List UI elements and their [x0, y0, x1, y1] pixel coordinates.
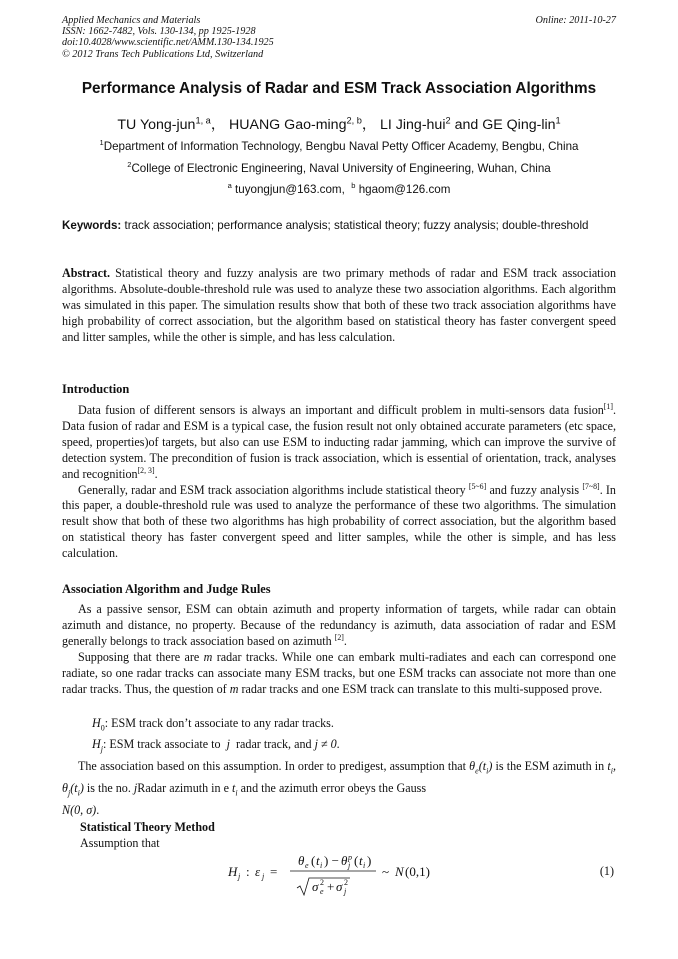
author-name: TU Yong-jun: [117, 117, 196, 133]
keywords: [62, 218, 616, 234]
svg-text:σ: σ: [336, 879, 343, 894]
email-link[interactable]: hgaom@126.com: [358, 183, 451, 196]
author-sep: and: [450, 117, 483, 133]
publication-metadata: [62, 15, 616, 60]
issn-line: ISSN: 1662-7482, Vols. 130-134, pp 1925-1928: [62, 26, 256, 38]
svg-text:i: i: [320, 861, 323, 870]
author-name: GE Qing-lin: [482, 117, 556, 133]
svg-text:e: e: [320, 887, 324, 896]
author-list: [30, 114, 648, 134]
abstract-label: Abstract.: [62, 266, 111, 280]
math-sub: j: [100, 744, 103, 754]
text-run: . Data fusion of radar and ESM is a typical case, the fusion result not only obtained accurate parameters (etc space, speed, properties)of targets, but also can use ESM to inducting radar jamming, which can improve the survive of detection system. The precondition of fusion is track association, which is essential of orientation, track, analyses and recognition: [62, 403, 616, 481]
equation-number: (1): [599, 864, 614, 878]
paragraph: [62, 650, 616, 698]
text-run: radar tracks and one ESM track can translate to this multi-supposed prove.: [241, 681, 603, 696]
association-body: [62, 602, 616, 697]
author-sup: 2: [445, 115, 451, 126]
paper-title: Performance Analysis of Radar and ESM Track Association Algorithms: [81, 80, 597, 97]
author-sep: ，: [361, 117, 377, 133]
email-line: [30, 183, 648, 196]
keywords-label: Keywords:: [62, 219, 122, 232]
svg-text:~: ~: [382, 864, 390, 879]
author-sup: 1: [555, 115, 561, 126]
text-run: .: [96, 803, 100, 817]
text-run: The association based on this assumption. In order to predigest, assumption that: [78, 759, 467, 773]
text-run: .: [336, 737, 340, 751]
svg-text:p: p: [348, 853, 352, 862]
hypothesis-h0: [92, 716, 334, 732]
affiliation-2: [30, 162, 648, 175]
paragraph: [62, 403, 616, 483]
affiliation-text: Department of Information Technology, Bengbu Naval Petty Officer Academy, Bengbu, China: [103, 140, 579, 153]
affiliation-text: College of Electronic Engineering, Naval University of Engineering, Wuhan, China: [131, 162, 551, 175]
math-sub: 0: [100, 723, 105, 733]
text-run: : ESM track don’t associate to any radar tracks.: [104, 716, 334, 730]
hypothesis-hj: [92, 737, 340, 753]
eq-numerator: θ: [298, 853, 305, 868]
svg-text:i: i: [363, 861, 366, 870]
text-run: Supposing that there are: [78, 649, 200, 664]
svg-text:(0,1): (0,1): [405, 864, 430, 879]
math-j: j: [133, 781, 138, 795]
math-h0: H: [92, 716, 101, 730]
svg-text:2: 2: [344, 878, 348, 887]
author-name: HUANG Gao-ming: [228, 117, 347, 133]
association-heading: Association Algorithm and Judge Rules: [62, 582, 271, 596]
paragraph: [62, 483, 616, 563]
math-m: m: [229, 681, 239, 696]
text-run: is the no.: [86, 781, 131, 795]
math-m: m: [203, 649, 213, 664]
abstract-text: Statistical theory and fuzzy analysis are two primary methods of radar and ESM track association algorithms. Absolute-double-threshold rule was used to analyze these two association algorithms. Each algorithm was simulated in this paper. The simulation results show that both of these two track association algorithms have high probability of correct association, but the algorithm based on statistical theory has faster convergent speed and litter samples, while the other is simple, and has less calculation.: [62, 266, 616, 344]
abstract: [62, 266, 616, 346]
citation: [2, 3]: [137, 465, 155, 475]
journal-name: Applied Mechanics and Materials: [62, 15, 201, 26]
text-run: : ESM track associate to: [102, 737, 221, 751]
paragraph: [62, 602, 616, 650]
svg-text:θ: θ: [341, 853, 348, 868]
email-link[interactable]: tuyongjun@163.com,: [235, 183, 345, 196]
svg-text:t: t: [359, 853, 363, 868]
author-sup: 1, a: [195, 115, 211, 126]
text-run: .: [154, 466, 158, 481]
affiliation-sup: 2: [127, 160, 132, 170]
svg-text:e: e: [305, 861, 309, 870]
introduction-body: [62, 403, 616, 562]
svg-text:ε: ε: [255, 864, 261, 879]
author-sup: 2, b: [346, 115, 362, 126]
doi-line: doi:10.4028/www.scientific.net/AMM.130-134.1925: [62, 37, 274, 49]
copyright-line: © 2012 Trans Tech Publications Ltd, Switzerland: [62, 48, 264, 60]
introduction-heading: Introduction: [62, 382, 130, 396]
math-theta-e: $\theta_e(t_i)$: [469, 759, 493, 776]
svg-text::: :: [246, 864, 250, 879]
math-condition: j ≠ 0: [314, 737, 337, 751]
assumption-label: Assumption that: [80, 836, 160, 850]
math-ti: $t_i$: [232, 781, 238, 798]
svg-text:+: +: [327, 879, 335, 894]
citation: [1]: [603, 401, 613, 411]
svg-text:N: N: [395, 864, 404, 879]
text-run: . In this paper, a double-threshold rule was used to analyze the performance of these two algorithms. The simulation result show that both of these two algorithms has high probability of correct association, but the algorithm based on statistical theory has faster convergent speed and litter samples, while the other is simple, and has less calculation.: [62, 482, 616, 561]
email-sup: a: [227, 181, 232, 191]
keywords-text: track association; performance analysis; statistical theory; fuzzy analysis; double-threshold: [124, 219, 589, 232]
text-run: As a passive sensor, ESM can obtain azimuth and property information of targets, while radar can obtain azimuth and distance, no property. Because of the redundancy is azimuth, data association of radar and ESM generally belongs to track association based on azimuth: [62, 602, 616, 648]
text-run: and fuzzy analysis: [489, 482, 580, 497]
eq-lhs: H: [228, 864, 238, 879]
author-name: LI Jing-hui: [380, 117, 446, 133]
citation: [5~6]: [468, 481, 487, 491]
svg-text:2: 2: [320, 878, 324, 887]
math-hj: H: [92, 737, 101, 751]
svg-text:) −: ) −: [324, 853, 339, 868]
text-run: Radar azimuth in e: [137, 781, 229, 795]
affiliation-sup: 1: [99, 138, 104, 148]
svg-text:(: (: [311, 853, 316, 868]
citation: [2]: [334, 632, 344, 642]
text-run: .: [343, 633, 347, 648]
math-ti: $t_i$, $\theta_j(t_i)$: [62, 759, 616, 798]
affiliation-1: [30, 140, 648, 153]
text-run: Data fusion of different sensors is always an important and difficult problem in multi-sensors data fusion: [78, 403, 604, 417]
svg-text:t: t: [316, 853, 320, 868]
text-run: radar track, and: [236, 737, 312, 751]
equation-1: [0, 848, 678, 900]
svg-text:j: j: [262, 872, 265, 881]
text-run: radar tracks. While one can embark multi-radiates and each can correspond one radiate, so one radar tracks can associate many ESM tracks, but one ESM tracks can associate not more than one radar tracks. Thus, the question of: [62, 649, 617, 696]
online-date: Online: 2011-10-27: [535, 15, 616, 26]
math-j: j: [226, 737, 230, 751]
svg-text:(: (: [354, 853, 359, 868]
citation: [7~8]: [582, 481, 600, 491]
text-run: Generally, radar and ESM track association algorithms include statistical theory: [78, 482, 466, 497]
text-run: is the ESM azimuth in: [495, 759, 605, 773]
subsection-heading: Statistical Theory Method: [80, 820, 215, 834]
author-sep: ，: [210, 117, 226, 133]
svg-text:j: j: [238, 872, 241, 881]
svg-text:j: j: [348, 861, 351, 870]
paragraph-assumption: [62, 758, 616, 820]
math-gauss: N(0, σ): [62, 803, 97, 817]
svg-text:=: =: [270, 864, 278, 879]
svg-text:): ): [367, 853, 372, 868]
email-sup: b: [351, 181, 356, 191]
text-run: and the azimuth error obeys the Gauss: [240, 781, 427, 795]
svg-text:j: j: [344, 887, 347, 896]
eq-denominator: σ: [312, 879, 319, 894]
